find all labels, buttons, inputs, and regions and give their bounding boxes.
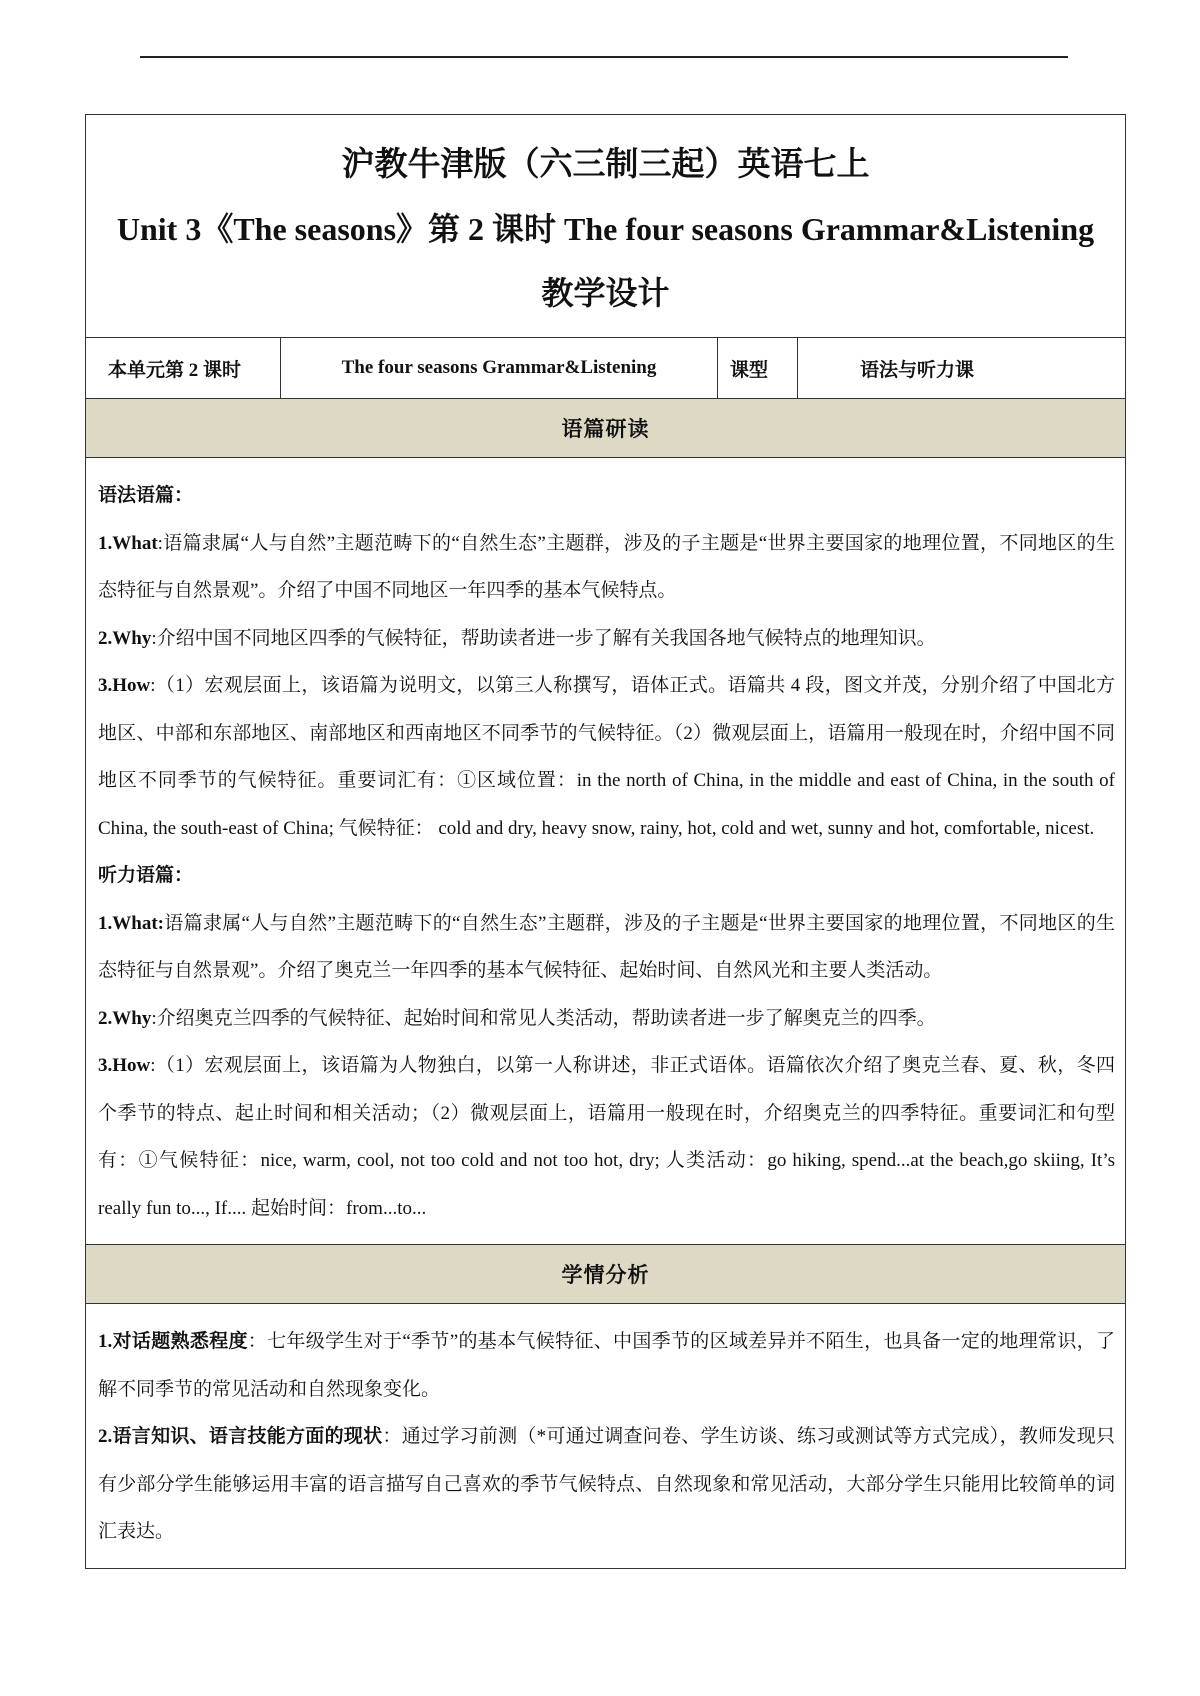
listening-how-lead: 3.How (98, 1055, 151, 1076)
text-study-row (86, 458, 1126, 1245)
grammar-why-lead: 2.Why (98, 627, 152, 649)
meta-row (86, 338, 1126, 399)
title-row (86, 115, 1126, 338)
listening-why (98, 995, 1115, 1043)
listening-what-lead: 1.What: (98, 912, 164, 934)
listening-how-text: :（1）宏观层面上，该语篇为人物独白，以第一人称讲述，非正式语体。语篇依次介绍了奥克兰春、夏、秋，冬四个季节的特点、起止时间和相关活动；（2）微观层面上，语篇用一般现在时，介绍奥克兰的四季特征。重要词汇和句型有：①气候特征：nice, warm, cool, not too cold and not too hot, dry; 人类活动：go hiking, spend...at the beach,go skiing, It’s really fun to..., If.... 起始时间：from...to... (98, 1055, 1115, 1219)
learner-item-1-lead: 1.对话题熟悉程度 (98, 1331, 248, 1352)
title-cell (86, 115, 1126, 338)
learner-item-2 (98, 1413, 1115, 1556)
listening-what (98, 900, 1115, 995)
learner-analysis-row (86, 1304, 1126, 1569)
grammar-why (98, 615, 1115, 663)
learner-analysis-body (86, 1304, 1126, 1569)
listening-why-lead: 2.Why (98, 1007, 152, 1029)
listening-what-text: 语篇隶属“人与自然”主题范畴下的“自然生态”主题群，涉及的子主题是“世界主要国家的地理位置，不同地区的生态特征与自然景观”。介绍了奥克兰一年四季的基本气候特征、起始时间、自然风光和主要人类活动。 (98, 912, 1115, 981)
type-value: 语法与听力课 (798, 338, 1126, 399)
document-title: 沪教牛津版（六三制三起）英语七上 (341, 147, 870, 183)
grammar-how-text: :（1）宏观层面上，该语篇为说明文，以第三人称撰写，语体正式。语篇共 4 段，图文并茂，分别介绍了中国北方地区、中部和东部地区、南部地区和西南地区不同季节的气候特征。（2）微观层面上，语篇用一般现在时，介绍中国不同地区不同季节的气候特征。重要词汇有：①区域位置：in the north of China, in the middle and east of China, in the south of China, the south-east of China; 气候特征： cold and dry, heavy snow, rainy, hot, cold and wet, sunny and hot, comfortable, nicest. (98, 675, 1115, 839)
section-heading-learner-analysis: 学情分析 (86, 1245, 1126, 1304)
lesson-plan-table (85, 114, 1126, 1569)
grammar-why-text: :介绍中国不同地区四季的气候特征，帮助读者进一步了解有关我国各地气候特点的地理知识。 (151, 627, 936, 649)
grammar-what (98, 520, 1115, 615)
header-rule (140, 56, 1068, 58)
learner-item-1 (98, 1318, 1115, 1413)
text-study-body (86, 458, 1126, 1245)
learner-item-1-text: ：七年级学生对于“季节”的基本气候特征、中国季节的区域差异并不陌生，也具备一定的地理常识，了解不同季节的常见活动和自然现象变化。 (98, 1331, 1115, 1400)
section-heading-row (86, 399, 1126, 458)
document-subtitle: Unit 3《The seasons》第 2 课时 The four seasons Grammar&Listening 教学设计 (116, 211, 1095, 311)
type-label: 课型 (718, 338, 798, 399)
learner-item-2-text: ：通过学习前测（*可通过调查问卷、学生访谈、练习或测试等方式完成），教师发现只有少部分学生能够运用丰富的语言描写自己喜欢的季节气候特点、自然现象和常见活动，大部分学生只能用比较简单的词汇表达。 (98, 1426, 1115, 1542)
listening-why-text: :介绍奥克兰四季的气候特征、起始时间和常见人类活动，帮助读者进一步了解奥克兰的四季。 (151, 1007, 936, 1029)
listening-text-heading: 听力语篇： (98, 865, 194, 886)
grammar-what-lead: 1.What (98, 532, 158, 554)
learner-item-2-lead: 2.语言知识、语言技能方面的现状 (98, 1426, 383, 1447)
grammar-how (98, 662, 1115, 852)
grammar-text-heading: 语法语篇： (98, 485, 194, 506)
grammar-what-text: :语篇隶属“人与自然”主题范畴下的“自然生态”主题群，涉及的子主题是“世界主要国家的地理位置，不同地区的生态特征与自然景观”。介绍了中国不同地区一年四季的基本气候特点。 (98, 532, 1115, 601)
lesson-label: 本单元第 2 课时 (86, 338, 281, 399)
listening-how (98, 1042, 1115, 1232)
lesson-title: The four seasons Grammar&Listening (281, 338, 718, 399)
grammar-how-lead: 3.How (98, 675, 151, 696)
section-heading-row (86, 1245, 1126, 1304)
section-heading-text-study: 语篇研读 (86, 399, 1126, 458)
